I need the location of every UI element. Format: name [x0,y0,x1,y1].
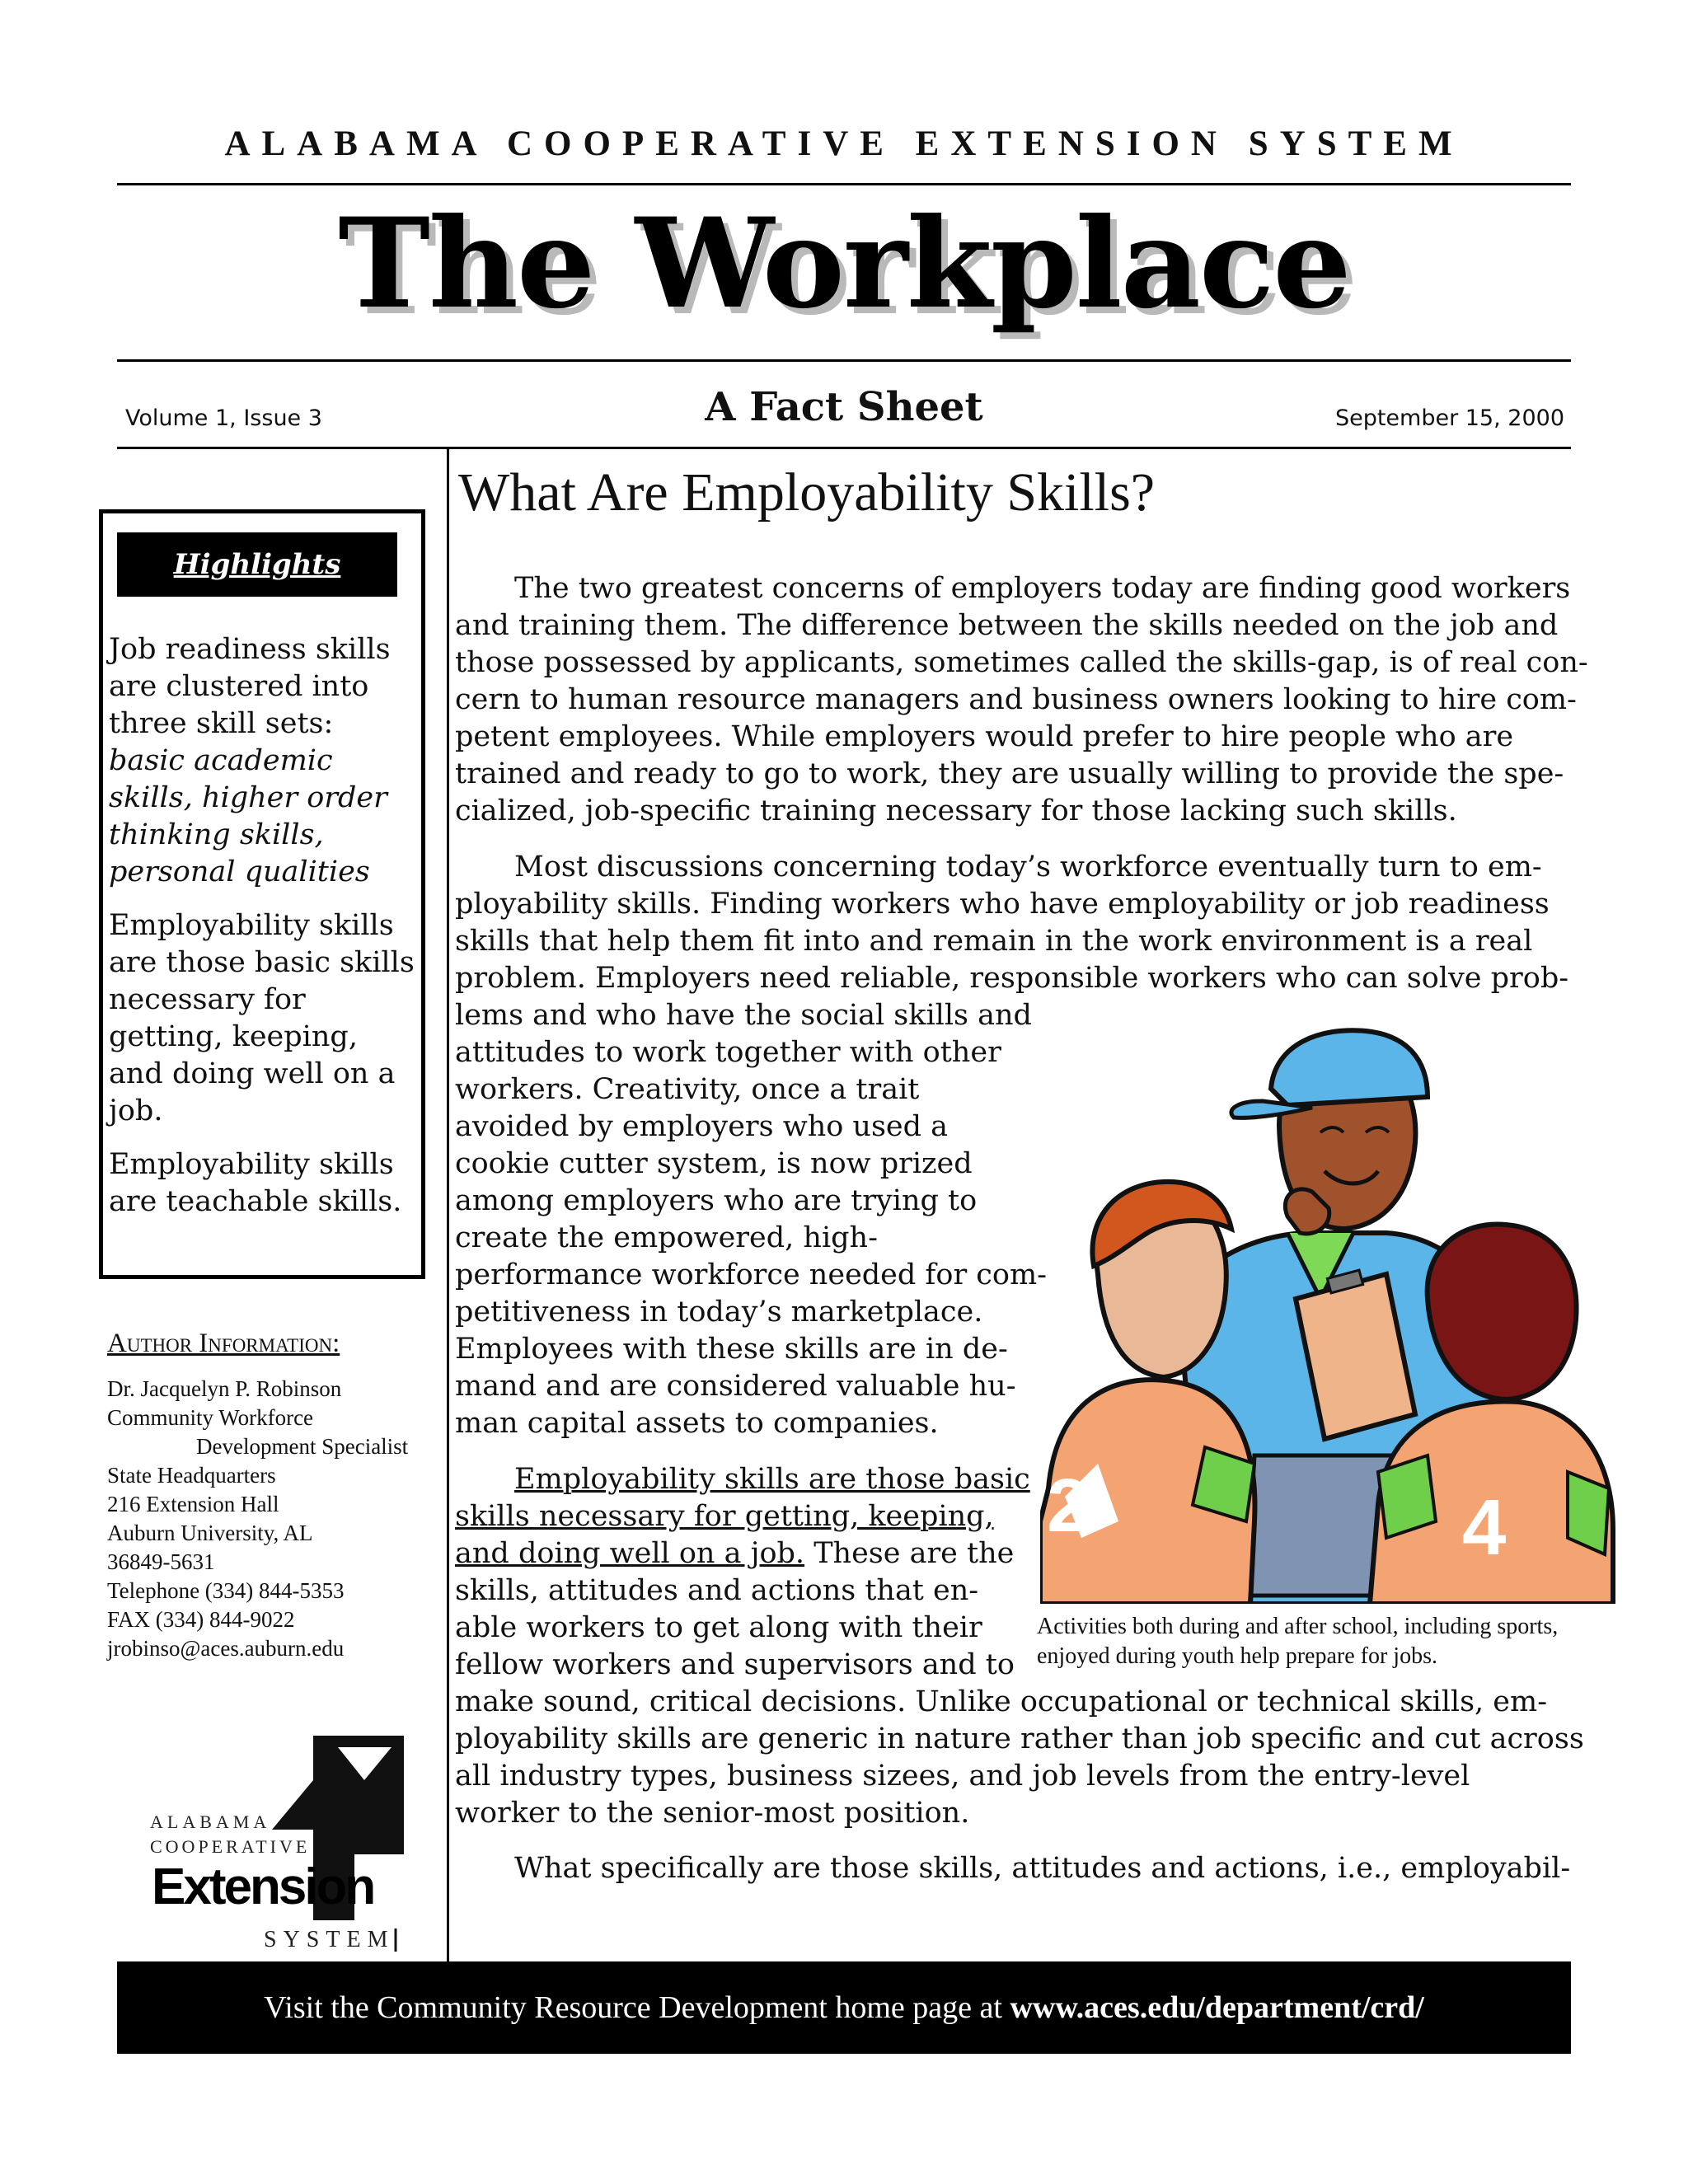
logo-line-3: Extension [152,1858,374,1915]
text-line: fellow workers and supervisors and to [455,1648,1015,1681]
text-line-underlined: Employability skills are those basic [514,1463,1030,1496]
logo-line-1: ALABAMA [150,1811,271,1832]
extension-logo [148,1731,412,1953]
text-line: petitiveness in today’s marketplace. [455,1296,983,1329]
text-line: skills, attitudes and actions that en- [455,1574,979,1607]
text-line: all industry types, business sizees, and job levels from the entry-level [455,1760,1470,1793]
author-line: 36849-5631 [107,1549,215,1574]
issue-date: September 15, 2000 [1334,405,1564,431]
text-line: Most discussions concerning today’s workforce eventually turn to em- [514,851,1542,883]
footer-text: Visit the Community Resource Development home page at [264,1990,1010,2025]
paragraph-4 [455,1850,1584,1887]
right-jersey-number: 4 [1462,1483,1507,1572]
author-line: Telephone (334) 844-5353 [107,1578,345,1603]
author-line: State Headquarters [107,1463,276,1488]
highlight-1-italic: basic academic skills, higher order thinking skills, personal qualities [109,744,387,888]
masthead-title: The Workplace [338,191,1350,336]
text-line: workers. Creativity, once a trait [455,1073,920,1106]
text-line: mand and are considered valuable hu- [455,1370,1016,1403]
text-line: trained and ready to go to work, they are usually willing to provide the spe- [455,757,1564,790]
highlight-2: Employability skills are those basic skills necessary for getting, keeping, and doing well on a job. [109,909,415,1127]
article-title: What Are Employability Skills? [458,462,1156,523]
author-line: jrobinso@aces.auburn.edu [107,1636,345,1661]
author-line: Dr. Jacquelyn P. Robinson [107,1376,342,1401]
org-name: ALABAMA COOPERATIVE EXTENSION SYSTEM [224,124,1464,163]
text-line-underlined: and doing well on a job. [455,1537,805,1570]
logo-line-4: SYSTEM [264,1927,395,1952]
volume-issue: Volume 1, Issue 3 [125,405,322,431]
footer-url-link[interactable]: www.aces.edu/department/crd/ [1010,1990,1424,2025]
text-line: create the empowered, high- [455,1221,878,1254]
text-line: Employees with these skills are in de- [455,1333,1008,1366]
text-line: What specifically are those skills, attitudes and actions, i.e., employabil- [514,1852,1571,1885]
text-line: avoided by employers who used a [455,1110,949,1143]
footer-banner [117,1961,1571,2054]
text-line: able workers to get along with their [455,1611,982,1644]
text-line: performance workforce needed for com- [455,1258,1047,1291]
author-line: Community Workforce [107,1405,314,1430]
text-line: cialized, job-specific training necessary for those lacking such skills. [455,794,1457,827]
highlights-label: Highlights [117,532,397,597]
column-divider [447,449,449,1961]
highlight-1-text: Job readiness skills are clustered into three skill sets: [109,633,391,740]
text-line-underlined: skills necessary for getting, keeping, [455,1500,994,1533]
text-line: problem. Employers need reliable, responsible workers who can solve prob- [455,962,1569,995]
author-info [107,1375,420,1663]
text-line: cern to human resource managers and business owners looking to hire com- [455,683,1577,716]
author-line: Auburn University, AL [107,1521,313,1545]
text-line: worker to the senior-most position. [455,1797,970,1830]
fact-sheet-subtitle: A Fact Sheet [705,384,983,430]
highlight-3: Employability skills are teachable skills. [109,1148,402,1218]
text-line: make sound, critical decisions. Unlike occupational or technical skills, em- [455,1685,1548,1718]
header-bottom-rule [117,447,1571,449]
left-jersey-number: 2 [1047,1464,1090,1548]
highlight-1 [109,631,415,891]
paragraph-1 [455,570,1588,830]
text-line: ployability skills. Finding workers who have employability or job readiness [455,888,1550,921]
author-line: Development Specialist [196,1434,409,1459]
text-line: The two greatest concerns of employers today are finding good workers [514,572,1571,605]
text-line: among employers who are trying to [455,1184,978,1217]
coach-players-illustration [1040,1027,1617,1604]
author-heading: Author Information: [107,1329,340,1358]
text-line: attitudes to work together with other [455,1036,1001,1069]
top-rule [117,183,1571,185]
logo-line-2: COOPERATIVE [150,1836,311,1857]
text-line: and training them. The difference between the skills needed on the job and [455,609,1559,642]
text-line: petent employees. While employers would prefer to hire people who are [455,720,1514,753]
masthead-rule [117,359,1571,362]
illustration-caption: Activities both during and after school, including sports, enjoyed during youth help prepare for jobs. [1037,1614,1559,1669]
text-line: those possessed by applicants, sometimes called the skills-gap, is of real con- [455,646,1588,679]
text-line: cookie cutter system, is now prized [455,1147,973,1180]
text-line: ployability skills are generic in nature rather than job specific and cut across [455,1722,1584,1755]
author-line: 216 Extension Hall [107,1492,279,1516]
highlights-text [109,631,415,1237]
text-fragment: These are the [804,1537,1015,1570]
author-line: FAX (334) 844-9022 [107,1607,295,1632]
text-line: man capital assets to companies. [455,1407,939,1440]
text-line: lems and who have the social skills and [455,999,1032,1032]
text-line: skills that help them fit into and remain in the work environment is a real [455,925,1533,958]
